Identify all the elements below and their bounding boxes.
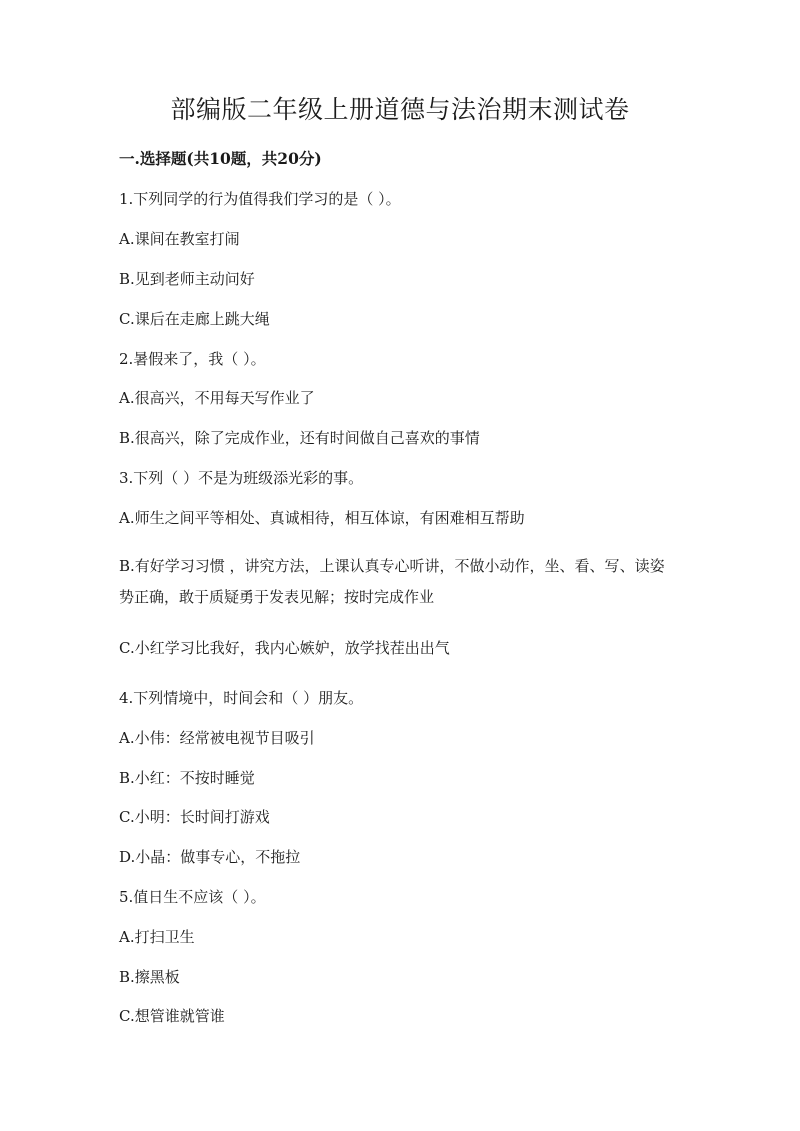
question-4-option-c: C.小明：长时间打游戏	[119, 808, 270, 826]
question-5-option-c: C.想管谁就管谁	[119, 1007, 225, 1025]
question-1-option-c: C.课后在走廊上跳大绳	[119, 310, 270, 328]
question-4-option-b: B.小红：不按时睡觉	[119, 769, 255, 787]
question-3-option-c: C.小红学习比我好，我内心嫉妒，放学找茬出出气	[119, 639, 450, 657]
question-4-option-a: A.小伟：经常被电视节目吸引	[119, 729, 315, 747]
question-5-option-a: A.打扫卫生	[119, 928, 195, 946]
question-4-stem: 4.下列情境中，时间会和（ ）朋友。	[119, 689, 364, 707]
question-5-stem: 5.值日生不应该（ ）。	[119, 888, 266, 906]
document-title: 部编版二年级上册道德与法治期末测试卷	[170, 95, 630, 124]
question-4-option-d: D.小晶：做事专心，不拖拉	[119, 848, 301, 866]
question-2-stem: 2.暑假来了，我（ ）。	[119, 350, 266, 368]
question-1-option-a: A.课间在教室打闹	[119, 230, 240, 248]
question-2-option-a: A.很高兴，不用每天写作业了	[119, 389, 315, 407]
question-3-stem: 3.下列（ ）不是为班级添光彩的事。	[119, 469, 364, 487]
question-2-option-b: B.很高兴，除了完成作业，还有时间做自己喜欢的事情	[119, 429, 480, 447]
section-heading: 一.选择题(共10题，共20分)	[119, 149, 322, 168]
question-1-option-b: B.见到老师主动问好	[119, 270, 255, 288]
question-5-option-b: B.擦黑板	[119, 968, 180, 986]
question-1-stem: 1.下列同学的行为值得我们学习的是（ ）。	[119, 190, 401, 208]
question-3-option-a: A.师生之间平等相处、真诚相待，相互体谅，有困难相互帮助	[119, 509, 525, 527]
question-3-option-b: B.有好学习习惯 ，讲究方法，上课认真专心听讲，不做小动作，坐、看、写、读姿势正确，敢于质疑勇于发表见解；按时完成作业	[119, 557, 665, 606]
